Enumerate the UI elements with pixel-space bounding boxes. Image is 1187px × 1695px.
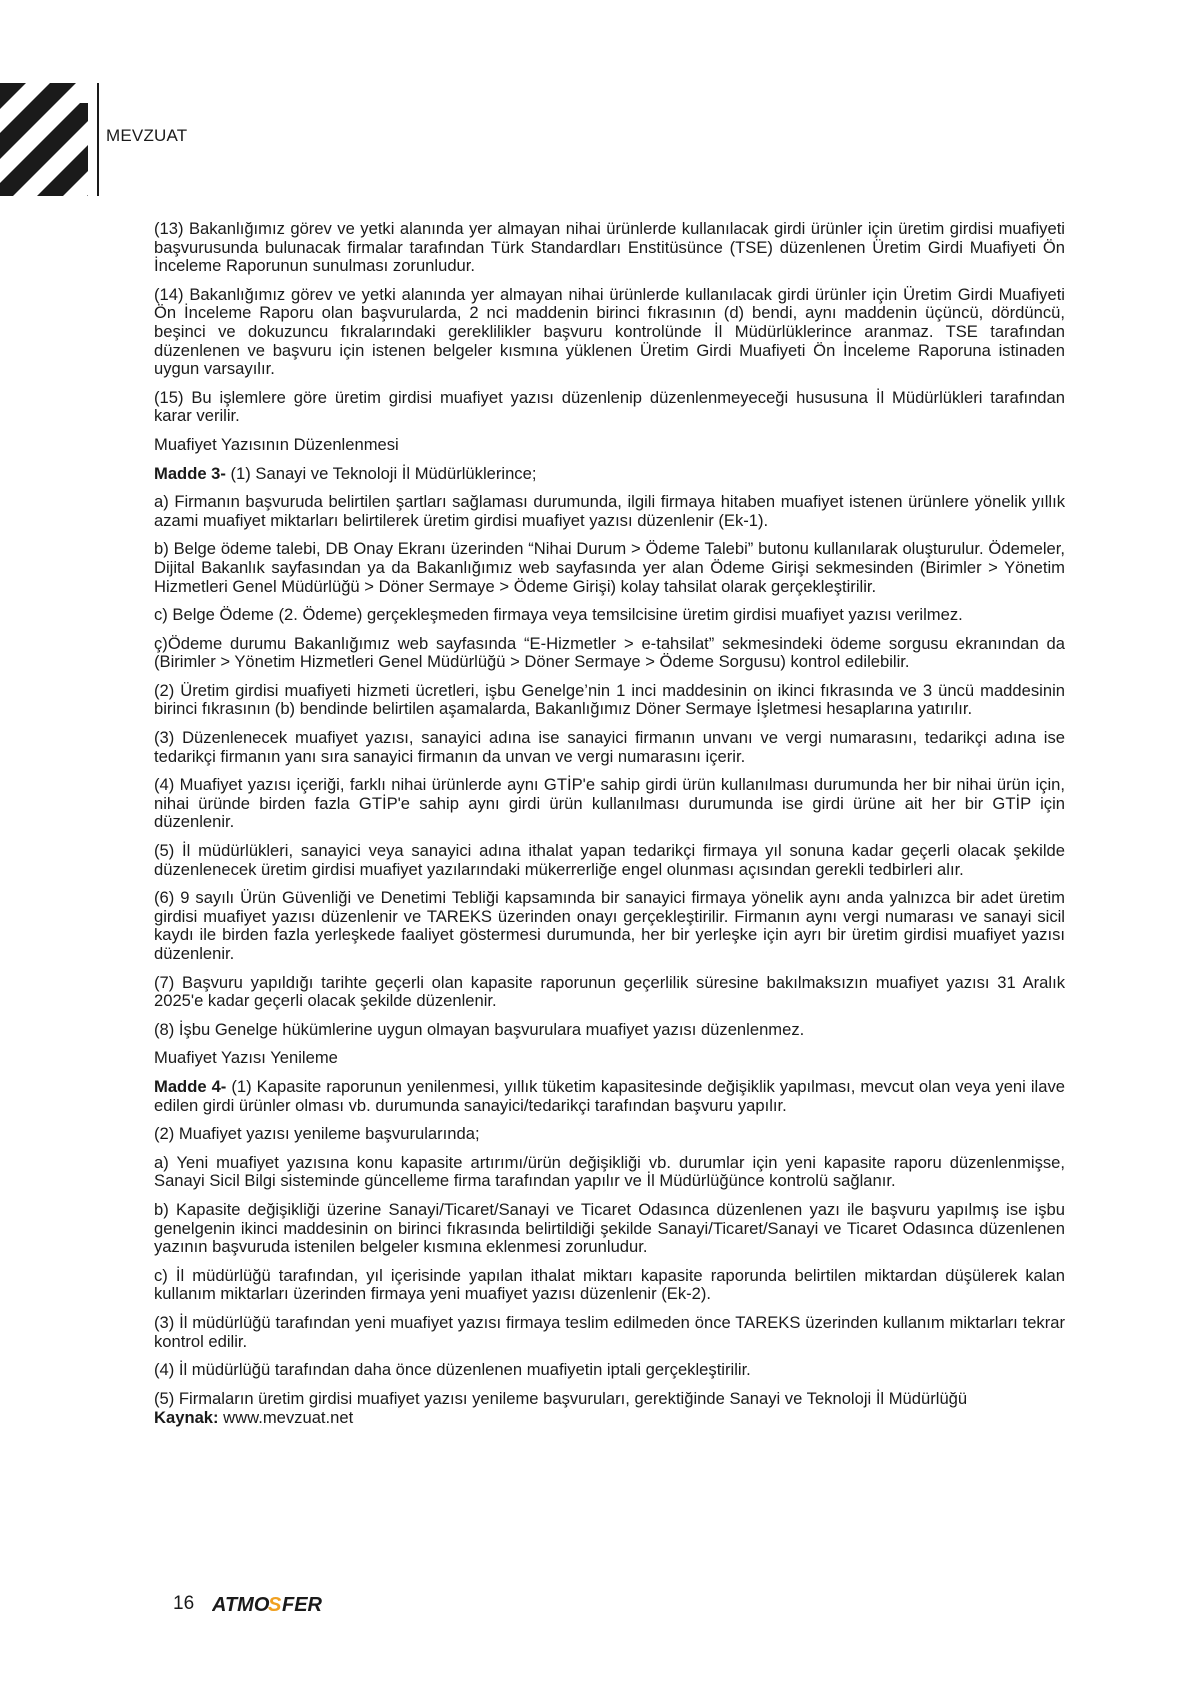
article-text: (1) Kapasite raporunun yenilenmesi, yıllık tüketim kapasitesinde değişiklik yapılması, mevcut olan veya yeni ilave edilen girdi ürünler olması vb. durumunda sanayici/tedarikçi tarafından başvuru yapılır.: [154, 1076, 1065, 1115]
section-stripes-graphic: [0, 83, 88, 196]
header-divider: [97, 83, 99, 196]
article-label: Madde 4-: [154, 1076, 227, 1096]
source-url: www.mevzuat.net: [218, 1408, 354, 1428]
paragraph: (5) İl müdürlükleri, sanayici veya sanayici adına ithalat yapan tedarikçi firmaya yıl sonuna kadar geçerli olacak şekilde düzenlenecek üretim girdisi muafiyet yazılarındaki mükerrerliğe engel olunması açısından gerekli tedbirleri alır.: [154, 841, 1065, 879]
magazine-logo: [212, 1592, 332, 1616]
page-number: 16: [173, 1593, 195, 1614]
source-label: Kaynak:: [154, 1408, 219, 1428]
article-paragraph: [154, 1078, 1065, 1115]
paragraph: (3) İl müdürlüğü tarafından yeni muafiyet yazısı firmaya teslim edilmeden önce TAREKS üzerinden kullanım miktarları tekrar kontrol edilir.: [154, 1312, 1065, 1351]
paragraph: b) Kapasite değişikliği üzerine Sanayi/Ticaret/Sanayi ve Ticaret Odasınca düzenlenen yazı ile başvuru yapılmış ise işbu genelgenin ikinci maddesinin on birinci fıkrasında belirtildiği şekilde Sanayi/Ticaret/Sanayi ve Ticaret Odasınca düzenlenen yazının başvuruda istenilen belgeler kısmına eklenmesi zorunludur.: [154, 1199, 1065, 1257]
svg-text:FER: FER: [282, 1594, 323, 1616]
article-label: Madde 3-: [154, 463, 226, 483]
paragraph: a) Firmanın başvuruda belirtilen şartları sağlaması durumunda, ilgili firmaya hitaben muafiyet istenen ürünlere yönelik yıllık azami muafiyet miktarları belirtilerek üretim girdisi muafiyet yazısı düzenlenir (Ek-1).: [154, 492, 1065, 530]
paragraph: c) Belge Ödeme (2. Ödeme) gerçekleşmeden firmaya veya temsilcisine üretim girdisi muafiyet yazısı verilmez.: [154, 605, 963, 625]
paragraph: (13) Bakanlığımız görev ve yetki alanında yer almayan nihai ürünlerde kullanılacak girdi ürünler için üretim girdisi muafiyeti başvurusunda bulunacak firmalar tarafından Türk Standardları Enstitüsünce (TSE) düzenlenen Üretim Girdi Muafiyeti Ön İnceleme Raporunun sunulması zorunludur.: [154, 219, 1065, 276]
svg-text:ATMO: ATMO: [212, 1594, 270, 1616]
paragraph: (4) İl müdürlüğü tarafından daha önce düzenlenen muafiyetin iptali gerçekleştirilir.: [154, 1360, 751, 1380]
paragraph: (2) Muafiyet yazısı yenileme başvurularında;: [154, 1124, 480, 1144]
paragraph: (7) Başvuru yapıldığı tarihte geçerli olan kapasite raporunun geçerlilik süresine bakılmaksızın muafiyet yazısı 31 Aralık 2025'e kadar geçerli olacak şekilde düzenlenir.: [154, 972, 1065, 1011]
page-footer: [173, 1592, 332, 1616]
subheading: Muafiyet Yazısı Yenileme: [154, 1048, 338, 1068]
paragraph: (5) Firmaların üretim girdisi muafiyet yazısı yenileme başvuruları, gerektiğinde Sanayi ve Teknoloji İl Müdürlüğü: [154, 1388, 968, 1408]
article-paragraph: [154, 465, 1065, 484]
paragraph: c) İl müdürlüğü tarafından, yıl içerisinde yapılan ithalat miktarı kapasite raporunda belirtilen miktardan düşülerek kalan kullanım miktarları üzerinden firmaya yeni muafiyet yazısı düzenlenir (Ek-2).: [154, 1265, 1065, 1304]
paragraph: (6) 9 sayılı Ürün Güvenliği ve Denetimi Tebliği kapsamında bir sanayici firmaya yönelik aynı anda yalnızca bir adet üretim girdisi muafiyet yazısı düzenlenir ve TAREKS üzerinden onayı gerçekleştirilir. Firmanın aynı vergi numarası ve sanayi sicil kaydı ile birden fazla yerleşkede faaliyet göstermesi durumunda, her bir yerleşke için ayrı bir üretim girdisi muafiyet yazısı düzenlenir.: [154, 888, 1065, 963]
paragraph: (8) İşbu Genelge hükümlerine uygun olmayan başvurulara muafiyet yazısı düzenlenmez.: [154, 1019, 805, 1039]
paragraph: (14) Bakanlığımız görev ve yetki alanında yer almayan nihai ürünlerde kullanılacak girdi ürünler için Üretim Girdi Muafiyeti Ön İnceleme Raporu olan başvurularda, 2 nci maddenin birinci fıkrasının (d) bendi, aynı maddenin üçüncü, dördüncü, beşinci ve dokuzuncu fıkralarındaki gereklilikler başvuru kontrolünde İl Müdürlüklerince aranmaz. TSE tarafından düzenlenen ve başvuru için istenen belgeler kısmına yüklenen Üretim Girdi Muafiyeti Ön İnceleme Raporuna istinaden uygun varsayılır.: [154, 284, 1065, 379]
article-text: (1) Sanayi ve Teknoloji İl Müdürlüklerince;: [225, 463, 537, 483]
paragraph: ç)Ödeme durumu Bakanlığımız web sayfasında “E-Hizmetler > e-tahsilat” sekmesindeki ödeme sorgusu ekranından da (Birimler > Yönetim Hizmetleri Genel Müdürlüğü > Döner Sermaye > Ödeme Sorgusu) kontrol edilebilir.: [154, 633, 1065, 672]
subheading: Muafiyet Yazısının Düzenlenmesi: [154, 434, 399, 454]
paragraph: (2) Üretim girdisi muafiyeti hizmeti ücretleri, işbu Genelge’nin 1 inci maddesinin on ikinci fıkrasında ve 3 üncü maddesinin birinci fıkrasının (b) bendinde belirtilen aşamalarda, Bakanlığımız Döner Sermaye İşletmesi hesaplarına yatırılır.: [154, 680, 1065, 719]
section-title: MEVZUAT: [106, 126, 188, 145]
svg-text:S: S: [268, 1594, 282, 1616]
source-line: [154, 1409, 1065, 1428]
paragraph: b) Belge ödeme talebi, DB Onay Ekranı üzerinden “Nihai Durum > Ödeme Talebi” butonu kullanılarak oluşturulur. Ödemeler, Dijital Bakanlık sayfasından ya da Bakanlığımız web sayfasında yer alan Ödeme Girişi sekmesinden (Birimler > Yönetim Hizmetleri Genel Müdürlüğü > Döner Sermaye > Ödeme Girişi) kolay tahsilat olarak gerçekleştirilir.: [154, 539, 1065, 596]
paragraph: (15) Bu işlemlere göre üretim girdisi muafiyet yazısı düzenlenip düzenlenmeyeceği hususuna İl Müdürlükleri tarafından karar verilir.: [154, 387, 1065, 426]
article-body: [154, 220, 1065, 1438]
paragraph: (4) Muafiyet yazısı içeriği, farklı nihai ürünlerde aynı GTİP'e sahip girdi ürün kullanılması durumunda her bir nihai ürün için, nihai üründe birden fazla GTİP'e sahip aynı girdi ürün kullanılması durumunda ise girdi ürüne ait her bir GTİP için düzenlenir.: [154, 775, 1065, 832]
paragraph: (3) Düzenlenecek muafiyet yazısı, sanayici adına ise sanayici firmanın unvanı ve vergi numarasını, tedarikçi adına ise tedarikçi firmanın yanı sıra sanayici firmanın da unvan ve vergi numarasını içerir.: [154, 728, 1065, 766]
paragraph: a) Yeni muafiyet yazısına konu kapasite artırımı/ürün değişikliği vb. durumlar için yeni kapasite raporu düzenlenmişse, Sanayi Sicil Bilgi sisteminde güncelleme firma tarafından yapılır ve İl Müdürlüğünce kontrolü sağlanır.: [154, 1152, 1065, 1191]
